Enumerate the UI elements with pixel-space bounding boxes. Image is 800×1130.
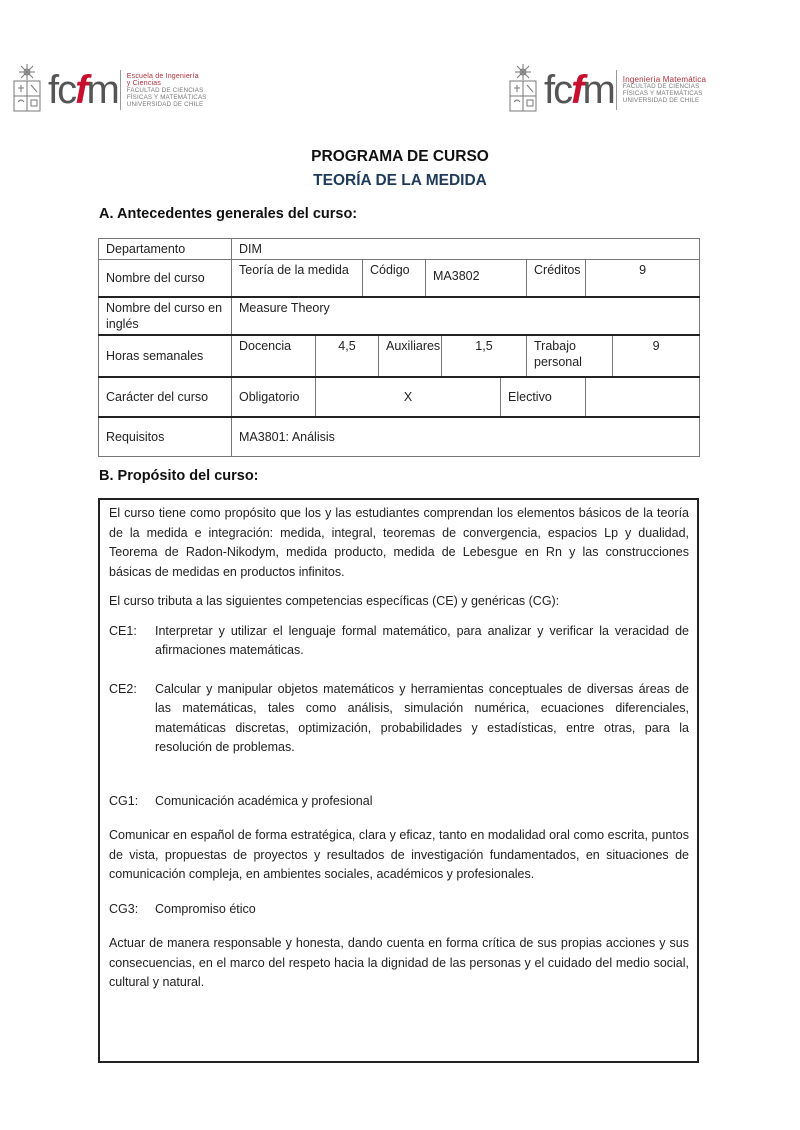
- logo-line: UNIVERSIDAD DE CHILE: [126, 100, 204, 108]
- label-electivo: Electivo: [501, 377, 586, 417]
- value-creditos: 9: [586, 260, 700, 297]
- competencia-description: Actuar de manera responsable y honesta, dando cuenta en forma crítica de sus propias acciones y sus consecuencias, en el marco del respeto hacia la dignidad de las personas y el cuidado del medio social, cultural y natural.: [109, 936, 689, 989]
- competencias-intro: El curso tributa a las siguientes competencias específicas (CE) y genéricas (CG):: [109, 594, 560, 608]
- competencia-cg1: [109, 792, 689, 812]
- logo-line: FACULTAD DE CIENCIAS: [622, 83, 700, 90]
- competencia-code: CG1:: [109, 793, 139, 808]
- competencia-text: Calcular y manipular objetos matemáticos y herramientas conceptuales de diversas áreas de las matemáticas, tales como análisis, simulación numérica, ecuaciones diferenciales, matemáticas discretas, optimización, probabilidades y estadísticas, entre otras, para la resolución de problemas.: [155, 681, 689, 754]
- label-trabajo-personal: Trabajo personal: [527, 335, 613, 377]
- table-row-departamento: [99, 239, 700, 260]
- fcfm-wordmark: fc f m: [48, 68, 118, 112]
- logo-text: [127, 73, 207, 108]
- logo-line: FÍSICAS Y MATEMÁTICAS: [126, 93, 207, 101]
- table-row-requisitos: [99, 417, 700, 457]
- section-a-heading: A. Antecedentes generales del curso:: [99, 206, 358, 222]
- competencia-code: CE2:: [109, 681, 137, 696]
- logo-divider: [616, 70, 617, 110]
- competencia-text: Interpretar y utilizar el lenguaje formal matemático, para analizar y verificar la veracidad de afirmaciones matemáticas.: [155, 623, 689, 657]
- logo-text: [623, 76, 706, 104]
- logo-line: Ingeniería Matemática: [622, 75, 707, 84]
- competencia-description: Comunicar en español de forma estratégica, clara y eficaz, tanto en modalidad oral como escrita, puntos de vista, propuestas de proyectos y resultados de investigación fundamentados, en situaciones de comunicación compleja, en ambientes sociales, académicos y profesionales.: [109, 828, 689, 881]
- university-crest-icon: [12, 64, 42, 116]
- value-electivo: [586, 377, 700, 417]
- value-nombre-curso: Teoría de la medida: [232, 260, 363, 297]
- label-caracter: Carácter del curso: [99, 377, 232, 417]
- competencia-code: CG3:: [109, 901, 139, 916]
- logo-line: UNIVERSIDAD DE CHILE: [622, 97, 700, 104]
- value-obligatorio: X: [316, 377, 501, 417]
- page-title: PROGRAMA DE CURSO: [311, 148, 489, 165]
- logo-ingenieria-matematica: [508, 62, 706, 118]
- logo-line: y Ciencias: [126, 79, 162, 87]
- label-creditos: Créditos: [527, 260, 586, 297]
- course-title: TEORÍA DE LA MEDIDA: [313, 172, 487, 189]
- section-b-heading: B. Propósito del curso:: [99, 468, 259, 484]
- purpose-box: [98, 498, 699, 1063]
- label-requisitos: Requisitos: [99, 417, 232, 457]
- value-docencia: 4,5: [316, 335, 379, 377]
- value-codigo: MA3802: [426, 260, 527, 297]
- label-horas-semanales: Horas semanales: [99, 335, 232, 377]
- value-trabajo-personal: 9: [613, 335, 700, 377]
- label-nombre-ingles: [99, 297, 232, 335]
- competencia-ce2: [109, 680, 689, 758]
- logo-line: FÍSICAS Y MATEMÁTICAS: [622, 90, 703, 97]
- competencia-cg3: [109, 900, 689, 920]
- competencia-title: Compromiso ético: [155, 901, 256, 916]
- table-row-nombre-ingles: [99, 297, 700, 335]
- logo-line: FACULTAD DE CIENCIAS: [126, 86, 204, 94]
- university-crest-icon: [508, 64, 538, 116]
- purpose-intro: El curso tiene como propósito que los y las estudiantes comprendan los elementos básicos de la teoría de la medida e integración: medida, integral, teoremas de convergencia, espacios Lp y dualidad, Teorema de Radon-Nikodym, medida producto, medida de Lebesgue en Rn y las construcciones básicas de medidas en productos infinitos.: [109, 506, 689, 579]
- label-auxiliares: Auxiliares: [379, 335, 442, 377]
- value-requisitos: MA3801: Análisis: [232, 417, 700, 457]
- label-nombre-curso: Nombre del curso: [99, 260, 232, 297]
- logo-divider: [120, 70, 121, 110]
- table-row-caracter: [99, 377, 700, 417]
- logo-escuela-ingenieria: [12, 62, 207, 118]
- course-info-table: [98, 238, 700, 457]
- competencia-title: Comunicación académica y profesional: [155, 793, 373, 808]
- label-codigo: Código: [363, 260, 426, 297]
- fcfm-wordmark: fc f m: [544, 68, 614, 112]
- label-departamento: Departamento: [99, 239, 232, 260]
- label-docencia: Docencia: [232, 335, 316, 377]
- table-row-horas: [99, 335, 700, 377]
- value-departamento: DIM: [232, 239, 700, 260]
- logo-line: Escuela de Ingeniería: [126, 72, 199, 80]
- value-nombre-ingles: Measure Theory: [232, 297, 700, 335]
- value-auxiliares: 1,5: [442, 335, 527, 377]
- table-row-nombre: [99, 260, 700, 297]
- competencia-ce1: [109, 622, 689, 661]
- label-obligatorio: Obligatorio: [232, 377, 316, 417]
- competencia-code: CE1:: [109, 623, 137, 638]
- label-nombre-ingles-text: Nombre del curso en inglés: [106, 300, 223, 331]
